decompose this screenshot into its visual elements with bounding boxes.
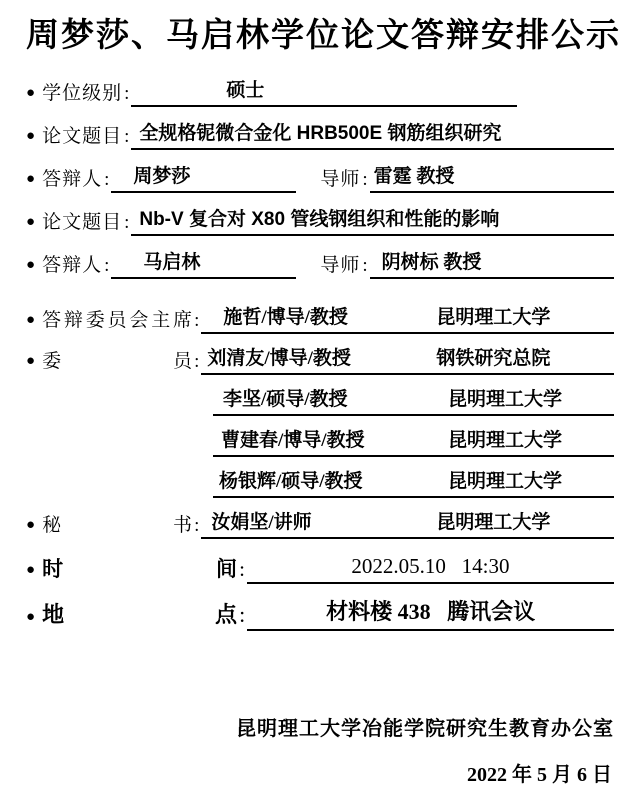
member-row (26, 387, 614, 416)
footer-date: 2022 年 5 月 6 日 (467, 764, 612, 787)
advisor2-underline (370, 249, 614, 279)
secretary-org: 昆明理工大学 (436, 512, 551, 534)
bullet-icon: ● (26, 312, 36, 329)
member-org: 昆明理工大学 (448, 389, 563, 411)
thesis2-underline (131, 206, 614, 236)
time-underline (247, 551, 614, 584)
footer-office: 昆明理工大学冶能学院研究生教育办公室 (236, 718, 614, 741)
colon: : (239, 557, 245, 582)
defender2-name: 马启林 (143, 252, 201, 274)
thesis2-title: Nb-V 复合对 X80 管线钢组织和性能的影响 (139, 209, 500, 231)
colon: : (104, 255, 110, 277)
member-org: 昆明理工大学 (448, 471, 563, 493)
secretary-underline (201, 510, 614, 539)
defender1-row (26, 163, 614, 193)
colon: : (194, 515, 200, 537)
secretary-person: 汝娟坚/讲师 (211, 512, 312, 534)
bullet-icon: ● (26, 257, 36, 274)
defender2-row (26, 249, 614, 279)
colon: : (239, 602, 246, 628)
bullet-icon: ● (26, 128, 36, 145)
degree-value: 硕士 (226, 80, 265, 102)
colon: : (124, 212, 130, 234)
advisor2-name: 阴树标 教授 (381, 252, 482, 274)
bullet-icon: ● (26, 171, 36, 188)
place-row (26, 596, 614, 631)
place-underline (247, 596, 614, 631)
colon: : (362, 255, 368, 277)
member-row (26, 346, 614, 375)
member-person: 李坚/硕导/教授 (223, 389, 348, 411)
chair-org: 昆明理工大学 (436, 307, 551, 329)
degree-row (26, 77, 614, 107)
member-row (26, 469, 614, 498)
thesis1-row (26, 120, 614, 150)
degree-underline (131, 77, 517, 107)
bullet-icon: ● (26, 353, 36, 370)
colon: : (104, 169, 110, 191)
thesis1-underline (131, 120, 614, 150)
advisor1-name: 雷霆 教授 (373, 166, 455, 188)
member-underline (213, 469, 614, 498)
members-label: 委员 (42, 351, 193, 373)
place-value: 材料楼 438 腾讯会议 (326, 599, 536, 625)
member-underline (201, 346, 614, 375)
chair-row (26, 305, 614, 334)
defender1-label: 答辩人 (42, 169, 103, 191)
member-person: 曹建春/博导/教授 (221, 430, 365, 452)
time-value: 2022.05.10 14:30 (351, 554, 510, 579)
place-label: 地点 (42, 602, 238, 628)
member-org: 钢铁研究总院 (436, 348, 551, 370)
defender2-underline (111, 249, 296, 279)
secretary-row (26, 510, 614, 539)
secretary-label: 秘书 (42, 515, 193, 537)
defender1-underline (111, 163, 296, 193)
degree-label: 学位级别 (42, 83, 123, 105)
colon: : (194, 310, 200, 332)
chair-underline (201, 305, 614, 334)
advisor2-label: 导师 (320, 255, 361, 277)
colon: : (362, 169, 368, 191)
defender2-label: 答辩人 (42, 255, 103, 277)
committee-section (26, 305, 614, 539)
bullet-icon: ● (26, 562, 36, 579)
bullet-icon: ● (26, 517, 36, 534)
member-person: 杨银辉/硕导/教授 (219, 471, 363, 493)
bullet-icon: ● (26, 85, 36, 102)
page-title: 周梦莎、马启林学位论文答辩安排公示 (26, 16, 621, 53)
thesis2-row (26, 206, 614, 236)
chair-label: 答辩委员会主席 (42, 310, 193, 332)
advisor1-label: 导师 (320, 169, 361, 191)
thesis1-title: 全规格铌微合金化 HRB500E 钢筋组织研究 (139, 123, 502, 145)
time-label: 时间 (42, 557, 238, 582)
thesis2-label: 论文题目 (42, 212, 123, 234)
bullet-icon: ● (26, 609, 36, 626)
thesis1-label: 论文题目 (42, 126, 123, 148)
defender1-name: 周梦莎 (133, 166, 191, 188)
member-underline (213, 428, 614, 457)
member-org: 昆明理工大学 (448, 430, 563, 452)
colon: : (124, 83, 130, 105)
chair-person: 施哲/博导/教授 (223, 307, 348, 329)
member-person: 刘清友/博导/教授 (207, 348, 351, 370)
bullet-icon: ● (26, 214, 36, 231)
member-underline (213, 387, 614, 416)
colon: : (124, 126, 130, 148)
time-row (26, 551, 614, 584)
colon: : (194, 351, 200, 373)
advisor1-underline (370, 163, 614, 193)
member-row (26, 428, 614, 457)
